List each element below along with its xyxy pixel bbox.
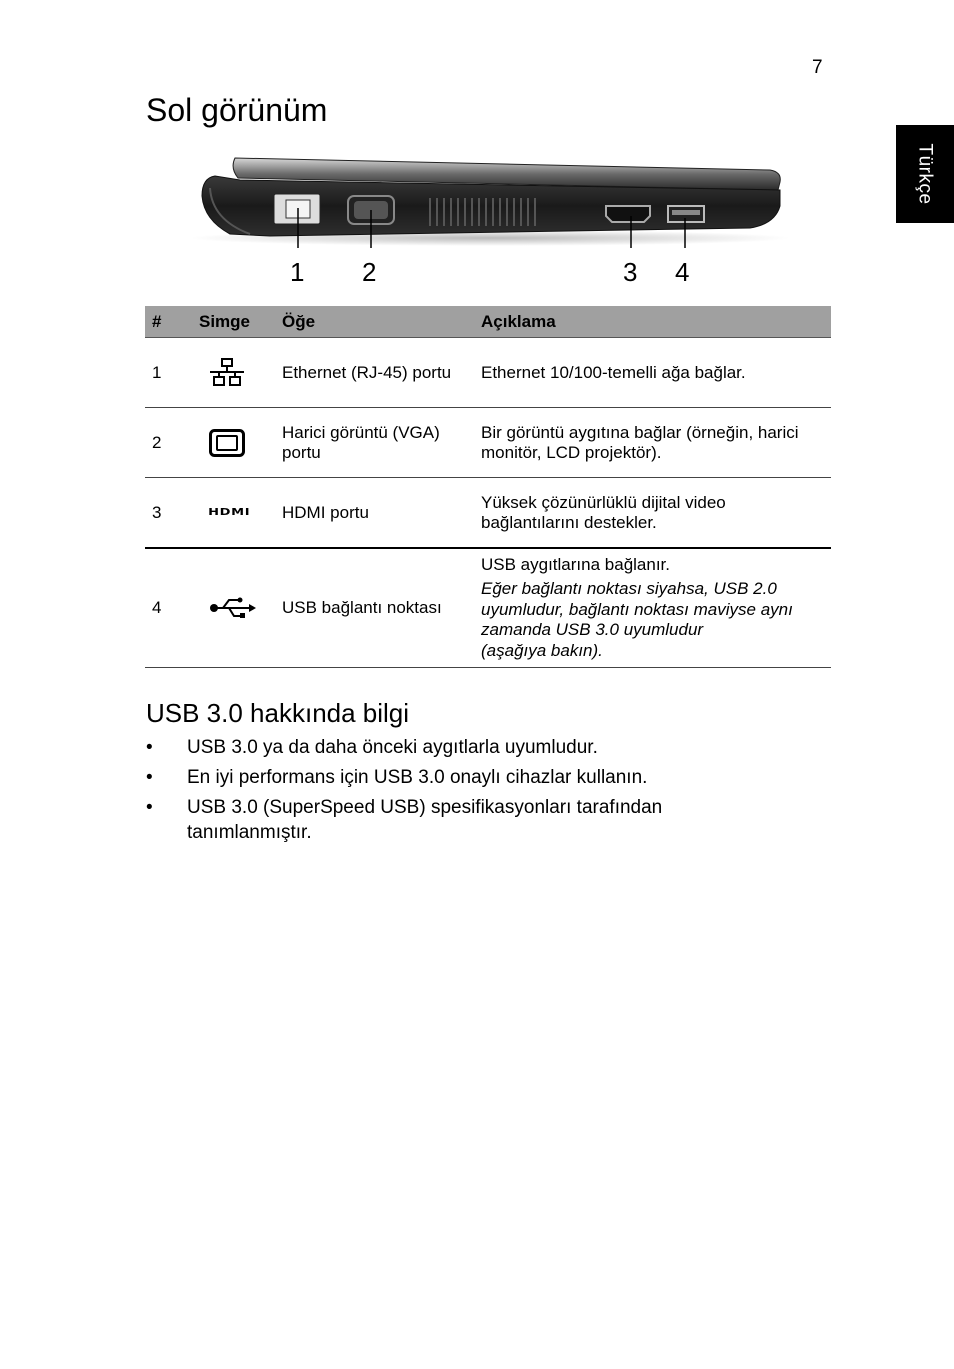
row-item-cont: portu bbox=[282, 442, 321, 462]
header-num: # bbox=[145, 306, 199, 338]
note-line: uyumludur, bağlantı noktası maviyse aynı bbox=[481, 599, 793, 619]
table-row bbox=[145, 478, 831, 549]
bullet-icon: • bbox=[146, 737, 153, 758]
header-description: Açıklama bbox=[481, 306, 831, 338]
note-line: Eğer bağlantı noktası siyahsa, USB 2.0 bbox=[481, 579, 777, 598]
row-number: 1 bbox=[145, 338, 199, 408]
bullet-icon: • bbox=[146, 767, 153, 788]
table-row bbox=[145, 408, 831, 478]
note-line: zamanda USB 3.0 uyumludur bbox=[481, 620, 704, 639]
language-tab bbox=[896, 125, 954, 223]
usb-section-title: USB 3.0 hakkında bilgi bbox=[146, 698, 410, 728]
ports-table bbox=[145, 306, 831, 668]
hdmi-icon: HDMI bbox=[208, 507, 251, 518]
list-item-text-cont: tanımlanmıştır. bbox=[187, 822, 312, 843]
row-description-cont: monitör, LCD projektör). bbox=[481, 442, 662, 462]
row-description: Ethernet 10/100-temelli ağa bağlar. bbox=[481, 362, 746, 382]
list-item-text: USB 3.0 (SuperSpeed USB) spesifikasyonları tarafından bbox=[187, 797, 663, 818]
language-tab-label: Türkçe bbox=[915, 143, 937, 205]
callout-3: 3 bbox=[623, 257, 638, 287]
row-item: Ethernet (RJ-45) portu bbox=[282, 338, 481, 408]
row-description-cont: bağlantılarını destekler. bbox=[481, 512, 657, 532]
row-description: Bir görüntü aygıtına bağlar (örneğin, harici bbox=[481, 422, 799, 442]
page-title: Sol görünüm bbox=[146, 92, 328, 128]
table-row bbox=[145, 548, 831, 668]
row-item: Harici görüntü (VGA) bbox=[282, 422, 440, 442]
callout-4: 4 bbox=[675, 257, 690, 287]
laptop-left-side-illustration bbox=[190, 148, 790, 248]
list-item-text: USB 3.0 ya da daha önceki aygıtlarla uyumludur. bbox=[187, 737, 598, 758]
ethernet-network-icon bbox=[209, 358, 245, 388]
row-description-note bbox=[481, 579, 825, 661]
page-number: 7 bbox=[812, 57, 823, 78]
bullet-icon: • bbox=[146, 797, 153, 818]
list-item-text: En iyi performans için USB 3.0 onaylı cihazlar kullanın. bbox=[187, 767, 648, 788]
callout-2: 2 bbox=[362, 257, 377, 287]
vga-display-icon bbox=[209, 429, 245, 457]
row-number: 2 bbox=[145, 408, 199, 478]
list-item bbox=[146, 765, 786, 790]
row-number: 4 bbox=[145, 548, 199, 668]
callout-1: 1 bbox=[290, 257, 305, 287]
list-item bbox=[146, 795, 786, 845]
usb-info-list bbox=[146, 735, 786, 850]
row-item: HDMI portu bbox=[282, 478, 481, 549]
hdmi-port bbox=[606, 206, 650, 222]
row-description: Yüksek çözünürlüklü dijital video bbox=[481, 492, 726, 512]
table-row bbox=[145, 338, 831, 408]
row-number: 3 bbox=[145, 478, 199, 549]
row-description: USB aygıtlarına bağlanır. bbox=[481, 555, 671, 574]
note-line: (aşağıya bakın). bbox=[481, 640, 603, 660]
row-item: USB bağlantı noktası bbox=[282, 548, 481, 668]
usb-icon bbox=[209, 597, 257, 619]
header-item: Öğe bbox=[282, 306, 481, 338]
list-item bbox=[146, 735, 786, 760]
header-icon: Simge bbox=[199, 306, 282, 338]
table-header-row bbox=[145, 306, 831, 338]
